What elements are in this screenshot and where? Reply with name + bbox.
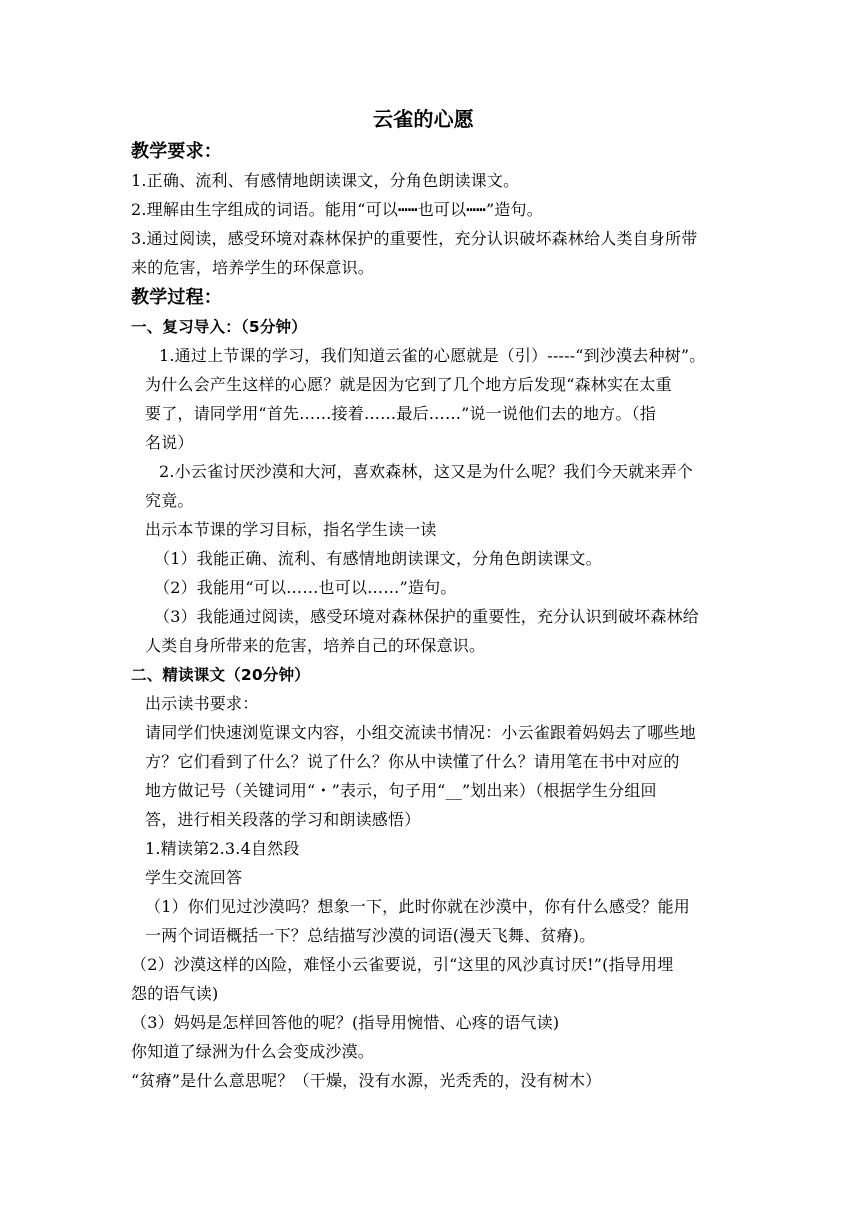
paragraph-line: 1.通过上节课的学习，我们知道云雀的心愿就是（引）-----“到沙漠去种树”。 xyxy=(159,346,706,365)
paragraph-line: 为什么会产生这样的心愿？就是因为它到了几个地方后发现“森林实在太重 xyxy=(145,375,672,394)
paragraph-line: 究竟。 xyxy=(145,491,194,510)
paragraph-line: 答，进行相关段落的学习和朗读感悟） xyxy=(145,810,421,829)
paragraph-line: 你知道了绿洲为什么会变成沙漠。 xyxy=(131,1042,375,1061)
paragraph-line: （1）我能正确、流利、有感情地朗读课文，分角色朗读课文。 xyxy=(154,549,602,568)
paragraph-line: 出示读书要求： xyxy=(145,694,259,713)
requirement-item: 1.正确、流利、有感情地朗读课文，分角色朗读课文。 xyxy=(131,171,520,190)
requirement-item: 3.通过阅读，感受环境对森林保护的重要性，充分认识破坏森林给人类自身所带 xyxy=(131,229,698,248)
paragraph-line: “贫瘠”是什么意思呢？（干燥，没有水源，光秃秃的，没有树木） xyxy=(131,1071,602,1090)
paragraph-line: 2.小云雀讨厌沙漠和大河，喜欢森林，这又是为什么呢？我们今天就来弄个 xyxy=(159,462,694,481)
section-heading-review: 一、复习导入：（5分钟） xyxy=(131,318,307,336)
requirement-item-continued: 来的危害，培养学生的环保意识。 xyxy=(131,258,375,277)
paragraph-line: 请同学们快速浏览课文内容，小组交流读书情况：小云雀跟着妈妈去了哪些地 xyxy=(145,723,696,742)
paragraph-line: （3）妈妈是怎样回答他的呢？(指导用惋惜、心疼的语气读) xyxy=(131,1013,560,1032)
paragraph-line: 1.精读第2.3.4自然段 xyxy=(145,839,300,858)
paragraph-line: 名说） xyxy=(145,433,194,452)
paragraph-line: 地方做记号（关键词用“・”表示，句子用“__”划出来）（根据学生分组回 xyxy=(145,781,657,800)
section-heading-reading: 二、精读课文（20分钟） xyxy=(131,666,310,684)
paragraph-line: （3）我能通过阅读，感受环境对森林保护的重要性，充分认识到破坏森林给 xyxy=(154,607,699,626)
paragraph-line: 怨的语气读) xyxy=(131,984,219,1003)
paragraph-line: 人类自身所带来的危害，培养自己的环保意识。 xyxy=(145,636,486,655)
requirement-item: 2.理解由生字组成的词语。能用“可以┅┅也可以┅┅”造句。 xyxy=(131,200,543,219)
paragraph-line: 学生交流回答 xyxy=(145,868,243,887)
paragraph-line: （2）我能用“可以……也可以……”造句。 xyxy=(154,578,457,597)
paragraph-line: 一两个词语概括一下？总结描写沙漠的词语(漫天飞舞、贫瘠)。 xyxy=(145,926,596,945)
paragraph-line: （2）沙漠这样的凶险，难怪小云雀要说，引“这里的风沙真讨厌!”(指导用埋 xyxy=(131,955,674,974)
process-heading: 教学过程： xyxy=(131,287,222,308)
paragraph-line: （1）你们见过沙漠吗？想象一下，此时你就在沙漠中，你有什么感受？能用 xyxy=(145,897,690,916)
paragraph-line: 方？它们看到了什么？说了什么？你从中读懂了什么？请用笔在书中对应的 xyxy=(145,752,680,771)
paragraph-line: 出示本节课的学习目标，指名学生读一读 xyxy=(145,520,437,539)
document-title: 云雀的心愿 xyxy=(373,107,474,131)
paragraph-line: 要了，请同学用“首先……接着……最后……”说一说他们去的地方。（指 xyxy=(145,404,656,423)
requirements-heading: 教学要求： xyxy=(131,141,222,162)
